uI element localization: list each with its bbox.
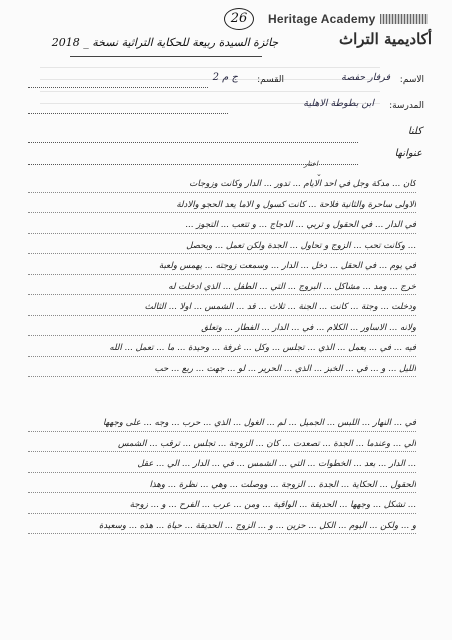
school-label: المدرسة: [389,101,424,111]
story-line: فيه ... في ... يعمل ... الذي ... تجلس ... وكل ... غرفة ... وحيدة ... ما ... تعمل ... الله [28,340,416,361]
story-line: ... الدار ... بعد ... الخطوات ... التي ... الشمس ... في ... الدار ... الي ... عقل [28,456,416,477]
name-label: الاسم: [399,75,424,85]
story-line: الاولى ساحرة والثانية فلاحة ... كانت كسول و الاما يعد الحجو والادلة [28,197,416,218]
page-number: 26 [224,8,254,30]
story-line: في الدار ... في الحقول و تربي ... الدجاج ... و تتعب ... التجوز ... [28,217,416,238]
story-line: الي ... وعندما ... الجدة ... تصعدت ... كان ... الزوجة ... تجلس ... ترقب ... الشمس [28,436,416,457]
school-value: ابن بطوطة الاهلية [303,98,374,109]
story-line: الليل ... و ... في ... الخبز ... الذي ... الحرير ... لو ... جهت ... ربع ... حب [28,361,416,382]
contest-title: جائزة السيدة ربيعة للحكاية التراثية نسخة _ 2018 [51,36,279,49]
story-body [28,176,416,538]
academy-logo [268,10,446,60]
story-line: و ... ولكن ... اليوم ... الكل ... حزين ... و ... الزوج ... الحديقة ... حياة ... هذه ... وسعيدة [28,518,416,539]
story-line: كان ... مدكة وجل في احد الايام ... تدور ... الدار وكانت وزوجات [28,176,416,197]
inserted-word: اختار [304,160,318,168]
academy-name: Heritage Academy [268,12,376,26]
story-line: في ... النهار ... اللبس ... الجميل ... لم ... الغول ... الذي ... حرب ... وجه ... على وجهها [28,415,416,436]
name-value: فرفار حفصة [341,72,390,83]
story-line: الحقول ... الحكاية ... الجدة ... الزوجة ... ووصلت ... وهي ... نظرة ... وهذا [28,477,416,498]
school-dotted-line [28,113,228,114]
story-line: خرج ... ومد ... مشاكل ... البروج ... التي ... الطفل ... الذي ادخلت له [28,279,416,300]
story-line: في يوم ... في الحقل ... دخل ... الدار ... وسمعت زوجته ... يهمس ولعبة [28,258,416,279]
story-line: ودخلت ... وجتة ... كانت ... الجنة ... ثلاث ... قد ... الشمس ... اولا ... الثالث [28,299,416,320]
title-underline [70,56,262,57]
story-title-line [28,142,358,143]
insertion-caret-icon: ⌄ [316,170,322,178]
class-value: ج م 2 [212,72,238,83]
logo-strip-icon [380,14,428,24]
story-line: ولانه ... الاساور ... الكلام ... في ... الدار ... الفطار ... وتعلق [28,320,416,341]
class-label: القسم: [257,75,284,85]
story-title-label: كلنا [407,126,422,137]
story-line: ... وكانت تحب ... الزوج و تحاول ... الجدة ولكن تعمل ... ويحصل [28,238,416,259]
class-dotted-line [28,87,208,88]
academy-name-arabic: أكاديمية التراث [338,30,432,48]
story-line: ... تشكل ... وجهها ... الحديقة ... الواقية ... ومن ... عرب ... الفرح ... و ... زوجة [28,497,416,518]
story-intro-label: عنوانها [394,148,422,159]
paragraph-gap [28,381,416,415]
